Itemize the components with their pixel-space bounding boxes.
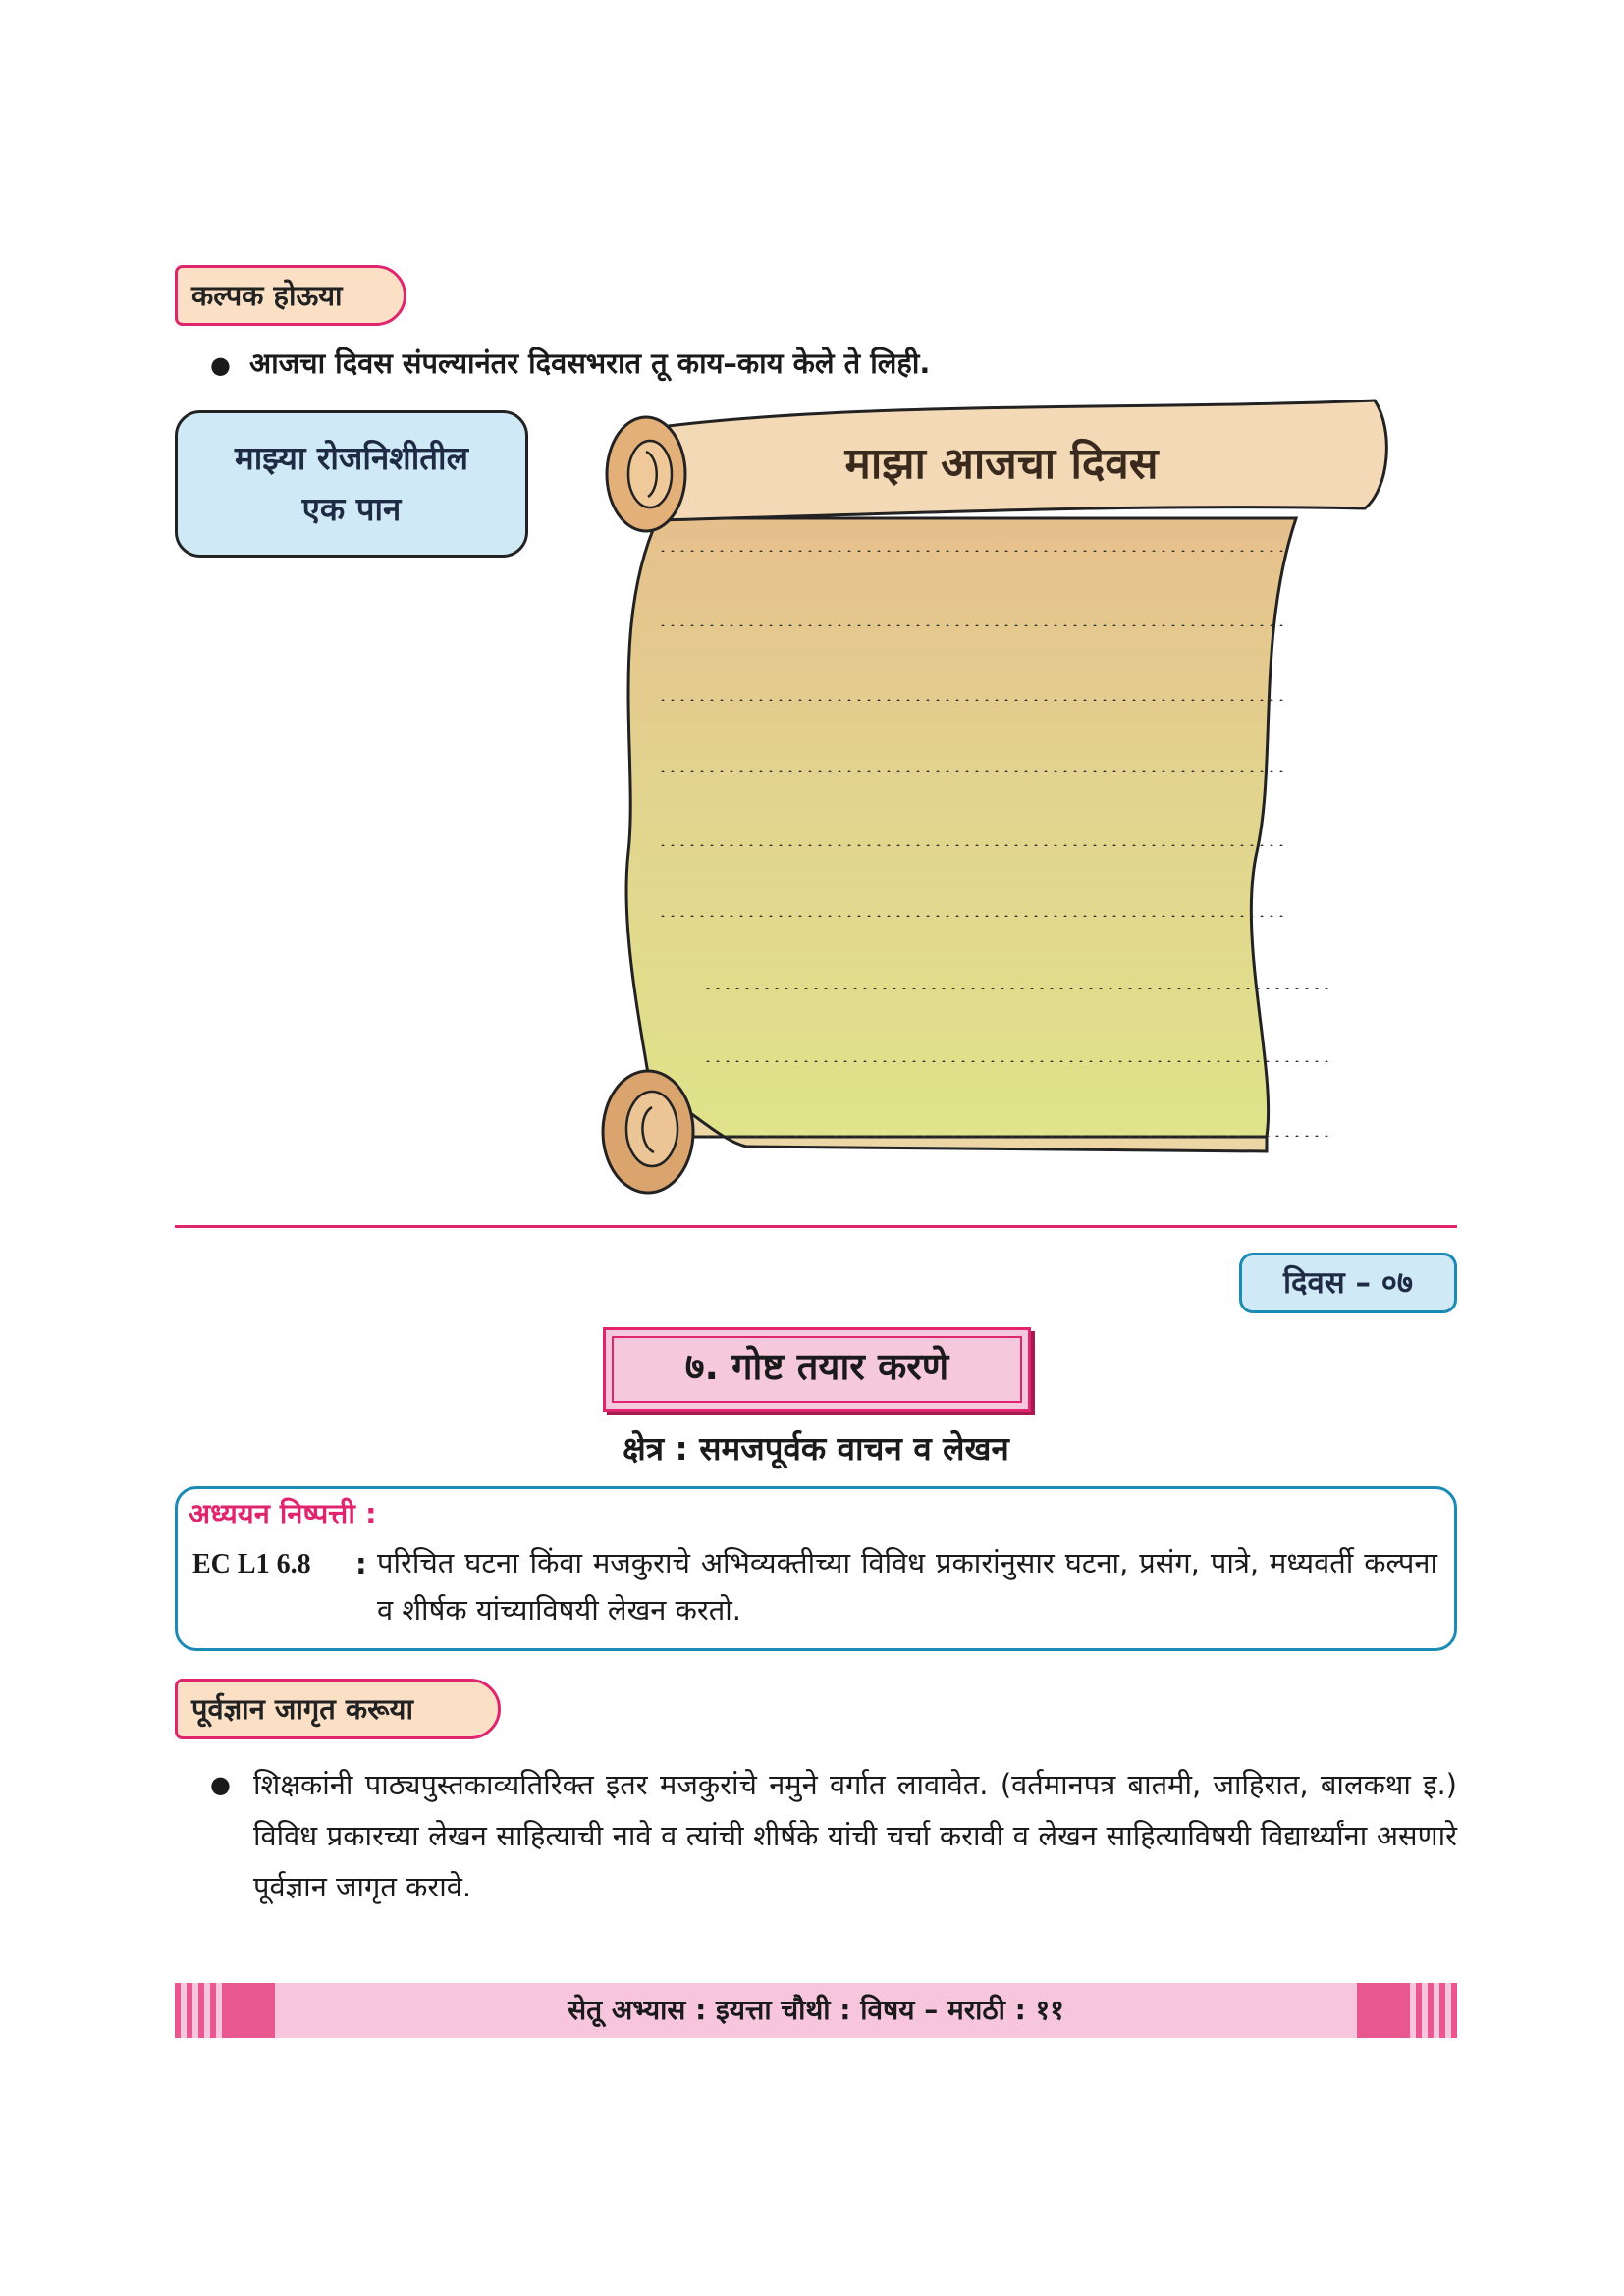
section-divider xyxy=(175,1225,1457,1228)
footer-text: सेतू अभ्यास : इयत्ता चौथी : विषय – मराठी : ११ xyxy=(568,1994,1064,2026)
bullet-icon: ● xyxy=(210,351,231,379)
learning-outcome-heading: अध्ययन निष्पत्ती : xyxy=(189,1497,377,1530)
writing-line[interactable] xyxy=(703,1135,1331,1137)
page-footer xyxy=(175,1983,1457,2038)
section-tag-label: पूर्वज्ञान जागृत करूया xyxy=(191,1692,414,1726)
diary-label-line2: एक पान xyxy=(301,490,402,528)
instruction-bullet xyxy=(210,340,930,389)
diary-label-line1: माझ्या रोजनिशीतील xyxy=(235,439,468,477)
prior-knowledge-text: शिक्षकांनी पाठ्यपुस्तकाव्यतिरिक्त इतर मजकुरांचे नमुने वर्गात लावावेत. (वर्तमानपत्र बातमी, जाहिरात, बालकथा इ.) विविध प्रकारच्या लेखन साहित्याची नावे व त्यांची शीर्षके यांची चर्चा करावी व लेखन साहित्याविषयी विद्यार्थ्यांना असणारे पूर्वज्ञान जागृत करावे. xyxy=(253,1768,1457,1903)
writing-line[interactable] xyxy=(658,624,1286,626)
writing-line[interactable] xyxy=(658,844,1286,846)
scroll-body xyxy=(626,518,1296,1137)
outcome-colon: : xyxy=(355,1547,367,1580)
writing-line[interactable] xyxy=(658,770,1286,772)
diary-label-box xyxy=(175,410,528,558)
lesson-title-box xyxy=(603,1327,1031,1412)
section-tag-prior-knowledge xyxy=(175,1679,501,1739)
section-tag-label: कल्पक होऊया xyxy=(191,279,343,312)
scroll-title: माझा आजचा दिवस xyxy=(844,439,1159,489)
writing-line[interactable] xyxy=(658,915,1286,917)
scroll-illustration xyxy=(589,391,1394,1205)
outcome-text: परिचित घटना किंवा मजकुराचे अभिव्यक्तीच्या विविध प्रकारांनुसार घटना, प्रसंग, पात्रे, मध्यवर्ती कल्पना व शीर्षक यांच्याविषयी लेखन करतो. xyxy=(377,1546,1437,1627)
instruction-text: आजचा दिवस संपल्यानंतर दिवसभरात तू काय–काय केले ते लिही. xyxy=(249,347,931,380)
writing-line[interactable] xyxy=(658,550,1286,552)
writing-line[interactable] xyxy=(703,1060,1331,1062)
lesson-title: ७. गोष्ट तयार करणे xyxy=(684,1345,949,1388)
lesson-area: क्षेत्र : समजपूर्वक वाचन व लेखन xyxy=(623,1429,1009,1468)
section-tag-creative xyxy=(175,265,406,326)
day-badge: दिवस – ०७ xyxy=(1239,1253,1457,1313)
bullet-icon: ● xyxy=(210,1771,231,1798)
writing-line[interactable] xyxy=(703,988,1331,989)
writing-line[interactable] xyxy=(658,699,1286,701)
outcome-code: EC L1 6.8 xyxy=(192,1549,311,1579)
